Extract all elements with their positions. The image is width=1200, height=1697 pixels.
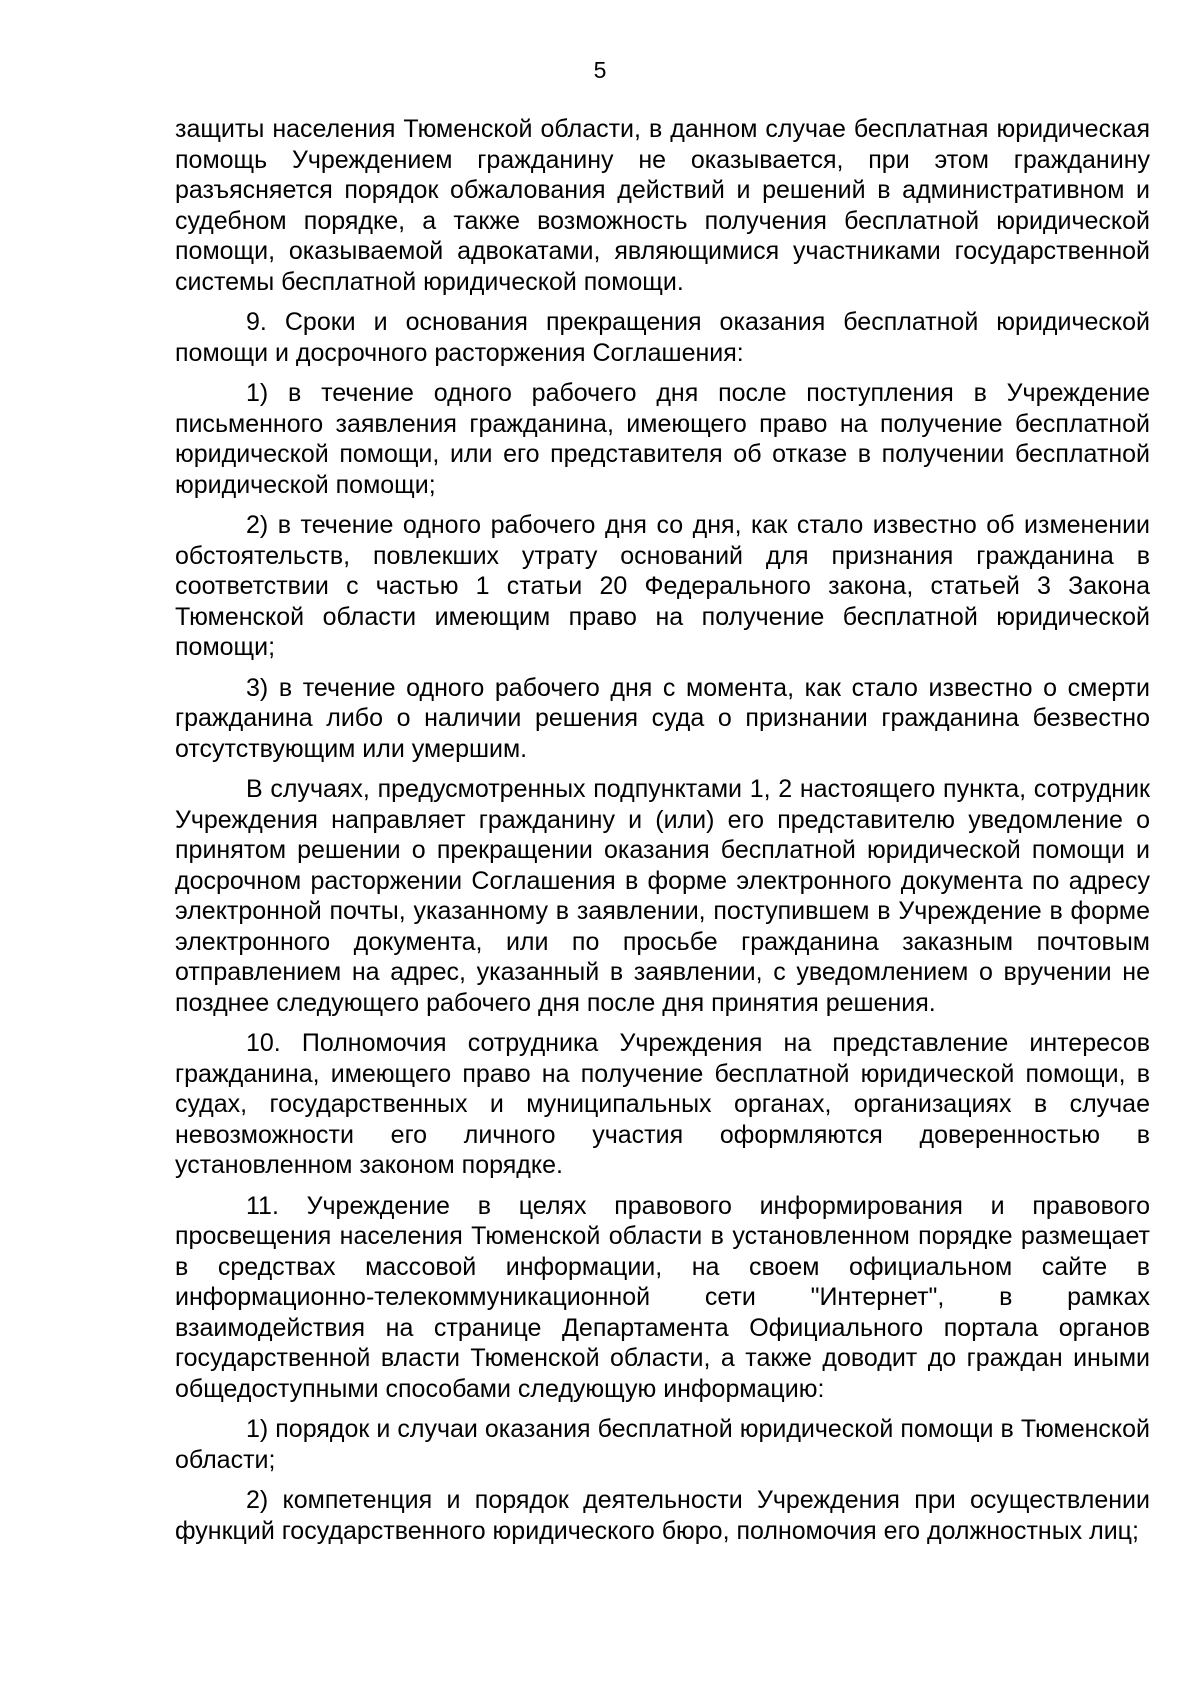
paragraph-item-9: 9. Сроки и основания прекращения оказания бесплатной юридической помощи и досрочного расторжения Соглашения:: [175, 308, 1150, 367]
paragraph-item-11-2: 2) компетенция и порядок деятельности Учреждения при осуществлении функций государственного юридического бюро, полномочия его должностных лиц;: [175, 1486, 1150, 1545]
paragraph-item-9-2: 2) в течение одного рабочего дня со дня, как стало известно об изменении обстоятельств, повлекших утрату оснований для признания гражданина в соответствии с частью 1 статьи 20 Федерального закона, статьей 3 Закона Тюменской области имеющим право на получение бесплатной юридической помощи;: [175, 511, 1150, 661]
paragraph-item-9-1: 1) в течение одного рабочего дня после поступления в Учреждение письменного заявления гражданина, имеющего право на получение бесплатной юридической помощи, или его представителя об отказе в получении бесплатной юридической помощи;: [175, 379, 1150, 499]
paragraph-notification: В случаях, предусмотренных подпунктами 1, 2 настоящего пункта, сотрудник Учреждения направляет гражданину и (или) его представителю уведомление о принятом решении о прекращении оказания бесплатной юридической помощи и досрочном расторжении Соглашения в форме электронного документа по адресу электронной почты, указанному в заявлении, поступившем в Учреждение в форме электронного документа, или по просьбе гражданина заказным почтовым отправлением на адрес, указанный в заявлении, с уведомлением о вручении не позднее следующего рабочего дня после дня принятия решения.: [175, 775, 1150, 1017]
paragraph-item-10: 10. Полномочия сотрудника Учреждения на представление интересов гражданина, имеющего право на получение бесплатной юридической помощи, в судах, государственных и муниципальных органах, организациях в случае невозможности его личного участия оформляются доверенностью в установленном законом порядке.: [175, 1029, 1150, 1179]
page-number: 5: [593, 57, 607, 83]
paragraph-continuation: защиты населения Тюменской области, в данном случае бесплатная юридическая помощь Учреждением гражданину не оказывается, при этом гражданину разъясняется порядок обжалования действий и решений в административном и судебном порядке, а также возможность получения бесплатной юридической помощи, оказываемой адвокатами, являющимися участниками государственной системы бесплатной юридической помощи.: [175, 115, 1150, 296]
paragraph-item-11: 11. Учреждение в целях правового информирования и правового просвещения населения Тюменской области в установленном порядке размещает в средствах массовой информации, на своем официальном сайте в информационно-телекоммуникационной сети "Интернет", в рамках взаимодействия на странице Департамента Официального портала органов государственной власти Тюменской области, а также доводит до граждан иными общедоступными способами следующую информацию:: [175, 1191, 1150, 1403]
paragraph-item-11-1: 1) порядок и случаи оказания бесплатной юридической помощи в Тюменской области;: [175, 1415, 1150, 1474]
paragraph-item-9-3: 3) в течение одного рабочего дня с момента, как стало известно о смерти гражданина либо о наличии решения суда о признании гражданина безвестно отсутствующим или умершим.: [175, 673, 1150, 763]
document-body: [175, 114, 1150, 1546]
